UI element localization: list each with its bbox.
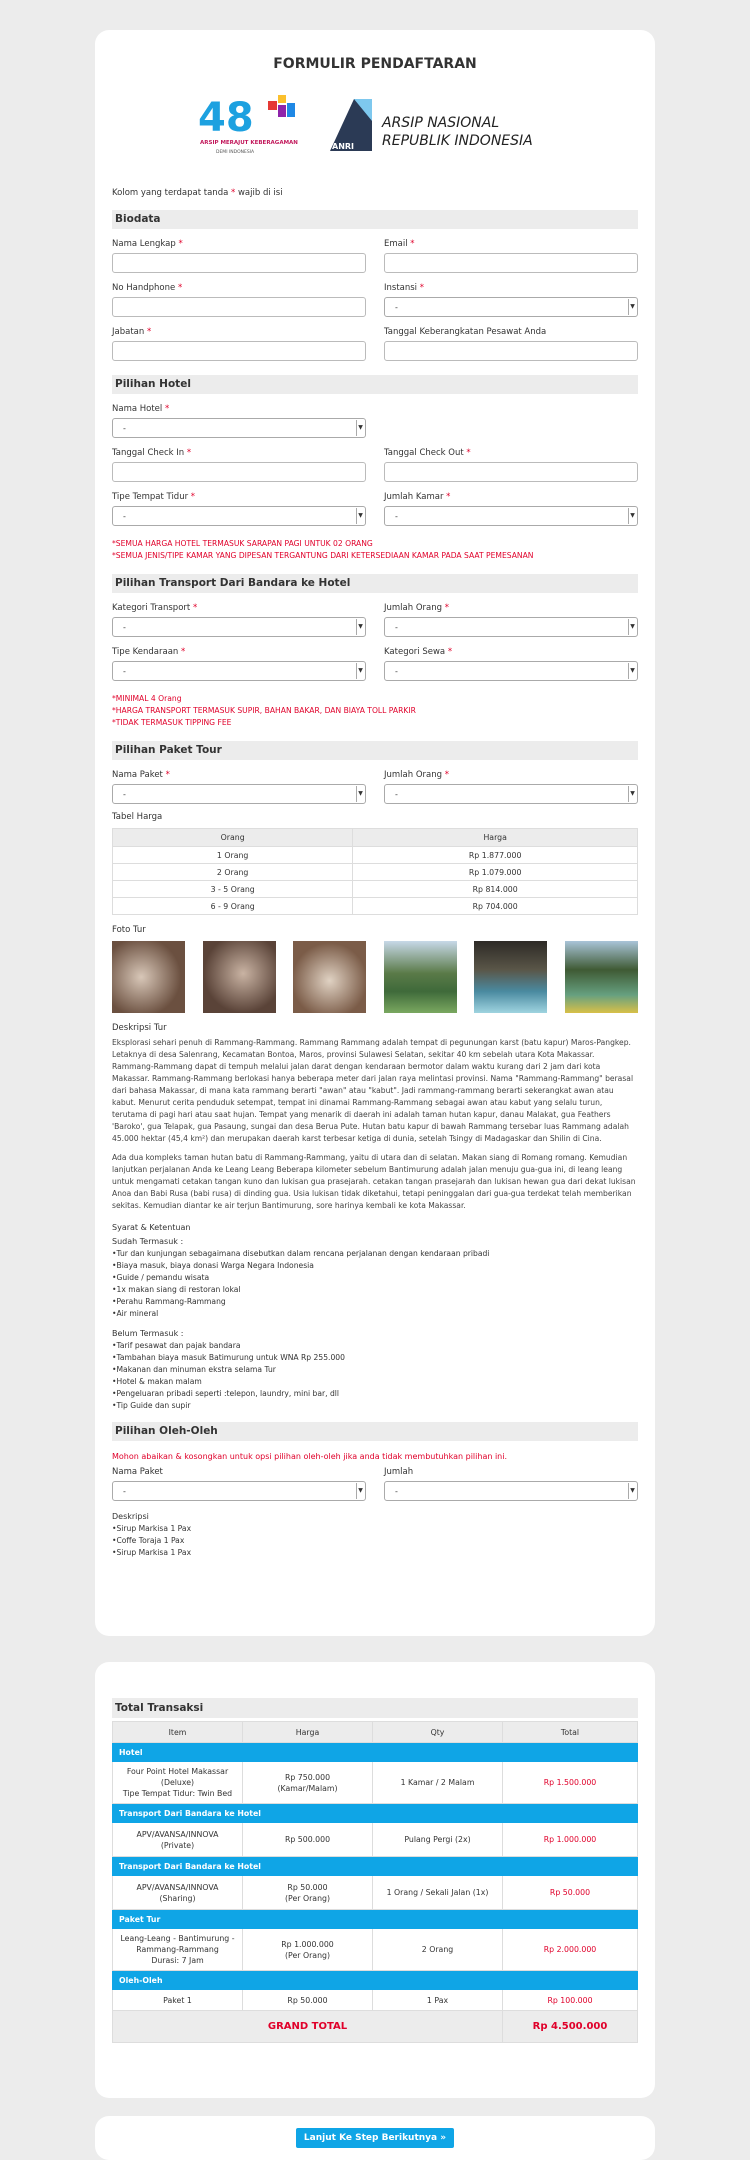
chevron-down-icon: ▼ — [628, 508, 636, 524]
souvenir-package-select[interactable]: - ▼ — [112, 1481, 366, 1501]
list-item: • Air mineral — [112, 1308, 638, 1320]
transport-category-select[interactable]: - ▼ — [112, 617, 366, 637]
chevron-down-icon: ▼ — [628, 663, 636, 679]
room-count-field: Jumlah Kamar * - ▼ — [384, 482, 638, 526]
category-row: Paket Tur — [113, 1910, 638, 1929]
list-item: • Makanan dan minuman ekstra selama Tur — [112, 1364, 638, 1376]
list-item: • Biaya masuk, biaya donasi Warga Negara Indonesia — [112, 1260, 638, 1272]
chevron-down-icon: ▼ — [628, 1483, 636, 1499]
hp-input[interactable] — [112, 297, 366, 317]
list-item: • Tip Guide dan supir — [112, 1400, 638, 1412]
hotel-heading: Pilihan Hotel — [112, 375, 638, 394]
tour-photo[interactable] — [474, 941, 547, 1013]
photo-label: Foto Tur — [112, 925, 146, 935]
logo-caption: ARSIP MERAJUT KEBERAGAMAN — [200, 140, 298, 146]
tanggal-field: Tanggal Keberangkatan Pesawat Anda — [384, 317, 638, 361]
souvenir-warning: Mohon abaikan & kosongkan untuk opsi pilihan oleh-oleh jika anda tidak membutuhkan pilihan ini. — [112, 1452, 508, 1461]
checkout-field: Tanggal Check Out * — [384, 438, 638, 482]
button-card — [95, 2116, 655, 2160]
souvenir-description-label: Deskripsi — [112, 1512, 149, 1521]
logo-sub: DEMI INDONESIA — [216, 150, 255, 155]
table-row: 1 Orang Rp 1.877.000 — [113, 847, 638, 864]
tour-photo[interactable] — [293, 941, 366, 1013]
table-row: Leang-Leang - Bantimurung - Rammang-Rammang Durasi: 7 Jam Rp 1.000.000 (Per Orang) 2 Orang Rp 2.000.000 — [113, 1929, 638, 1971]
instansi-field: Instansi * - ▼ — [384, 273, 638, 317]
included-label: Sudah Termasuk : — [112, 1237, 184, 1246]
jabatan-field: Jabatan * — [112, 317, 366, 361]
anniversary-logo — [196, 91, 306, 161]
transport-people-select[interactable]: - ▼ — [384, 617, 638, 637]
hp-field: No Handphone * — [112, 273, 366, 317]
chevron-down-icon: ▼ — [356, 1483, 364, 1499]
table-row: APV/AVANSA/INNOVA (Private) Rp 500.000 Pulang Pergi (2x) Rp 1.000.000 — [113, 1823, 638, 1857]
table-row: 2 Orang Rp 1.079.000 — [113, 864, 638, 881]
tour-heading: Pilihan Paket Tour — [112, 741, 638, 760]
tanggal-input[interactable] — [384, 341, 638, 361]
nama-input[interactable] — [112, 253, 366, 273]
next-step-button[interactable]: Lanjut Ke Step Berikutnya » — [296, 2128, 454, 2148]
logo-number: 48 — [198, 95, 254, 141]
tour-photo[interactable] — [384, 941, 457, 1013]
logos — [112, 76, 638, 176]
price-table: Orang Harga 1 Orang Rp 1.877.000 2 Orang Rp 1.079.000 3 - 5 Orang Rp 814.000 6 - 9 Orang Rp 704.000 — [112, 828, 638, 915]
table-row: 3 - 5 Orang Rp 814.000 — [113, 881, 638, 898]
form-title: FORMULIR PENDAFTARAN — [273, 56, 477, 72]
transport-people-field: Jumlah Orang * - ▼ — [384, 593, 638, 637]
anri-line1: ARSIP NASIONAL — [382, 115, 500, 131]
souvenir-package-field: Nama Paket - ▼ — [112, 1457, 366, 1501]
list-item: • Pengeluaran pribadi seperti :telepon, laundry, mini bar, dll — [112, 1388, 638, 1400]
chevron-down-icon: ▼ — [356, 420, 364, 436]
table-row: 6 - 9 Orang Rp 704.000 — [113, 898, 638, 915]
hotel-notes: *SEMUA HARGA HOTEL TERMASUK SARAPAN PAGI UNTUK 02 ORANG *SEMUA JENIS/TIPE KAMAR YANG DIPESAN TERGANTUNG DARI KETERSEDIAAN KAMAR PADA SAAT PEMESANAN — [112, 539, 534, 560]
list-item: • Tur dan kunjungan sebagaimana disebutkan dalam rencana perjalanan dengan kendaraan pribadi — [112, 1248, 638, 1260]
list-item: • Coffe Toraja 1 Pax — [112, 1535, 638, 1547]
registration-form — [95, 30, 655, 1636]
grand-total-row — [113, 2011, 638, 2043]
chevron-down-icon: ▼ — [628, 619, 636, 635]
vehicle-type-select[interactable]: - ▼ — [112, 661, 366, 681]
category-row: Oleh-Oleh — [113, 1971, 638, 1990]
table-row: Four Point Hotel Makassar (Deluxe) Tipe Tempat Tidur: Twin Bed Rp 750.000 (Kamar/Malam) 1 Kamar / 2 Malam Rp 1.500.000 — [113, 1762, 638, 1804]
instansi-select[interactable]: - ▼ — [384, 297, 638, 317]
required-note: Kolom yang terdapat tanda * wajib di isi — [112, 188, 283, 198]
tour-description-1: Eksplorasi sehari penuh di Rammang-Rammang. Rammang Rammang adalah tempat di pegunungan karst (batu kapur) Maros-Pangkep. Letaknya di desa Salenrang, Kecamatan Bontoa, Maros, provinsi Sulawesi Selatan, sekitar 40 km sebelah utara Kota Makassar. Rammang-Rammang dapat di tempuh melalui jalan darat dengan kendaraan bermotor dalam waktu kurang dari 2 jam dari kota Makassar. Rammang-Rammang berlokasi hanya beberapa meter dari jalan raya melintasi provinsi. Nama "Rammang-Rammang" berasal dari bahasa Makassar, di mana kata rammang berarti "awan" atau "kabut". Jadi rammang-rammang berarti sekerangkat awan atau kabut. Menurut cerita penduduk setempat, tempat ini dinamai Rammang-Rammang sebagai awan atau kabut yang selalu turun, terutama di pagi hari atau saat hujan. Tempat yang menarik di daerah ini adalah taman hutan kapur, danau Malakat, gua Feathers 'Baroko', gua Telapak, gua Pasaung, sungai dan desa Berua Pute. Hutan batu kapur di bawah Rammang tersebar luas Rammang adalah 45.000 hektar (45,4 km²) dan merupakan daerah karst terbesar ketiga di dunia, setelah Tsingy di Madagaskar dan Shilin di Cina. — [112, 1038, 634, 1143]
souvenir-qty-field: Jumlah - ▼ — [384, 1457, 638, 1501]
list-item: • Guide / pemandu wisata — [112, 1272, 638, 1284]
vehicle-type-field: Tipe Kendaraan * - ▼ — [112, 637, 366, 681]
excluded-label: Belum Termasuk : — [112, 1329, 184, 1338]
hotel-name-select[interactable]: - ▼ — [112, 418, 366, 438]
rent-category-select[interactable]: - ▼ — [384, 661, 638, 681]
anri-abbr: ANRI — [332, 142, 355, 151]
grand-total-value: Rp 4.500.000 — [503, 2011, 638, 2043]
tour-photos — [112, 941, 638, 1013]
tour-photo[interactable] — [112, 941, 185, 1013]
chevron-down-icon: ▼ — [356, 786, 364, 802]
chevron-down-icon: ▼ — [628, 299, 636, 315]
room-count-select[interactable]: - ▼ — [384, 506, 638, 526]
transport-heading: Pilihan Transport Dari Bandara ke Hotel — [112, 574, 638, 593]
anri-line2: REPUBLIK INDONESIA — [382, 133, 533, 149]
terms-label: Syarat & Ketentuan — [112, 1223, 191, 1232]
list-item: • Tambahan biaya masuk Batimurung untuk WNA Rp 255.000 — [112, 1352, 638, 1364]
tour-package-field: Nama Paket * - ▼ — [112, 760, 366, 804]
list-item: • Perahu Rammang-Rammang — [112, 1296, 638, 1308]
total-heading: Total Transaksi — [112, 1698, 638, 1718]
chevron-down-icon: ▼ — [628, 786, 636, 802]
souvenir-qty-select[interactable]: - ▼ — [384, 1481, 638, 1501]
list-item: • Hotel & makan malam — [112, 1376, 638, 1388]
price-table-label: Tabel Harga — [112, 812, 163, 822]
tour-people-select[interactable]: - ▼ — [384, 784, 638, 804]
list-item: • Tarif pesawat dan pajak bandara — [112, 1340, 638, 1352]
checkin-input[interactable] — [112, 462, 366, 482]
transport-notes: *MINIMAL 4 Orang *HARGA TRANSPORT TERMASUK SUPIR, BAHAN BAKAR, DAN BIAYA TOLL PARKIR *TIDAK TERMASUK TIPPING FEE — [112, 694, 416, 727]
tour-photo[interactable] — [565, 941, 638, 1013]
category-row: Transport Dari Bandara ke Hotel — [113, 1804, 638, 1823]
chevron-down-icon: ▼ — [356, 663, 364, 679]
tour-people-field: Jumlah Orang * - ▼ — [384, 760, 638, 804]
chevron-down-icon: ▼ — [356, 619, 364, 635]
transaction-summary — [95, 1662, 655, 2098]
total-table: Item Harga Qty Total Hotel Four Point Hotel Makassar (Deluxe) Tipe Tempat Tidur: Twin Bed Rp 750.000 (Kamar/Malam) 1 Kamar / 2 Malam Rp 1.500.000 Transport Dari Bandara ke Hotel APV/AVANSA/INNOVA (Private) Rp 500.000 Pulang Pergi (2x) Rp 1.000.000 Transport Dari Bandara ke Hotel APV/AVANSA/INNOVA (Sharing) Rp 50.000 (Per Orang) 1 Orang / Sekali Jalan (1x) Rp 50.000 Paket Tur Leang-Leang - Bantimurung - Rammang-Rammang Durasi: 7 Jam Rp 1.000.000 (Per Orang) 2 Orang Rp 2.000.000 Oleh-Oleh Paket 1 Rp 50.000 1 Pax Rp 100.000 GRAND TOTAL Rp 4.500.000 — [112, 1721, 638, 2043]
list-item: • Sirup Markisa 1 Pax — [112, 1547, 638, 1559]
checkin-field: Tanggal Check In * — [112, 438, 366, 482]
excluded-list — [112, 1340, 638, 1412]
table-row: Paket 1 Rp 50.000 1 Pax Rp 100.000 — [113, 1990, 638, 2011]
email-field: Email * — [384, 229, 638, 273]
tour-description-2: Ada dua kompleks taman hutan batu di Rammang-Rammang, yaitu di utara dan di selatan. Makan siang di Romang romang. Kemudian lanjutkan perjalanan Anda ke Leang Leang Beberapa kilometer sebelum Bantimurung adalah jalan menuju gua-gua ini, di leang leang untuk mengamati cetakan tangan kuno dan lukisan gua prasejarah. cetakan tangan prasejarah dan lukisan hewan gua dari dekat lukisan Anoa dan Babi Rusa (babi rusa) di dinding gua. Usia lukisan tidak diketahui, tetapi peninggalan dari gua-gua terdekat telah memberikan sekitas. Kemudian diantar ke air terjun Bantimurung, sore harinya kembali ke kota Makassar. — [112, 1153, 636, 1210]
list-item: • 1x makan siang di restoran lokal — [112, 1284, 638, 1296]
souvenir-list — [112, 1523, 638, 1559]
anri-logo — [324, 91, 554, 161]
category-row: Hotel — [113, 1743, 638, 1762]
bed-type-field: Tipe Tempat Tidur * - ▼ — [112, 482, 366, 526]
email-input[interactable] — [384, 253, 638, 273]
grand-total-label: GRAND TOTAL — [113, 2011, 503, 2043]
tour-description-label: Deskripsi Tur — [112, 1023, 167, 1033]
souvenir-heading: Pilihan Oleh-Oleh — [112, 1422, 638, 1441]
rent-category-field: Kategori Sewa * - ▼ — [384, 637, 638, 681]
checkout-input[interactable] — [384, 462, 638, 482]
list-item: • Sirup Markisa 1 Pax — [112, 1523, 638, 1535]
tour-package-select[interactable]: - ▼ — [112, 784, 366, 804]
category-row: Transport Dari Bandara ke Hotel — [113, 1857, 638, 1876]
jabatan-input[interactable] — [112, 341, 366, 361]
table-row: APV/AVANSA/INNOVA (Sharing) Rp 50.000 (Per Orang) 1 Orang / Sekali Jalan (1x) Rp 50.000 — [113, 1876, 638, 1910]
transport-category-field: Kategori Transport * - ▼ — [112, 593, 366, 637]
hotel-name-field: Nama Hotel * - ▼ — [112, 394, 366, 438]
biodata-heading: Biodata — [112, 210, 638, 229]
chevron-down-icon: ▼ — [356, 508, 364, 524]
nama-field: Nama Lengkap * — [112, 229, 366, 273]
included-list — [112, 1248, 638, 1320]
bed-type-select[interactable]: - ▼ — [112, 506, 366, 526]
tour-photo[interactable] — [203, 941, 276, 1013]
